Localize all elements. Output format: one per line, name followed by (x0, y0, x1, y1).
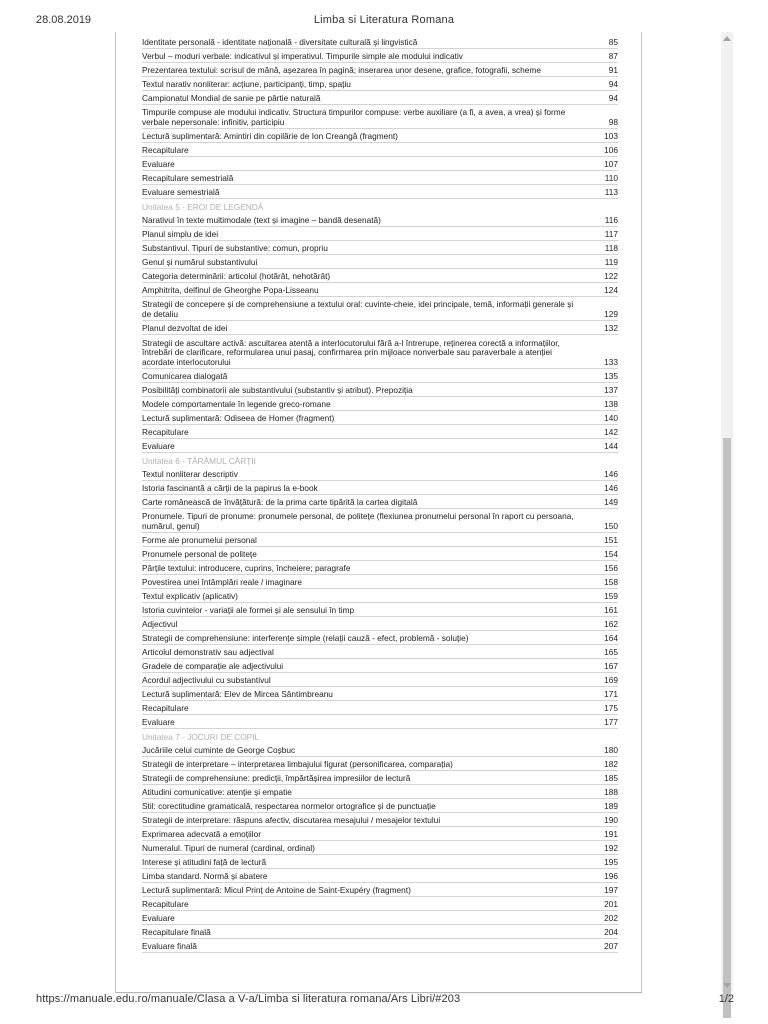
toc-page-number: 204 (604, 926, 618, 937)
toc-page-number: 202 (604, 912, 618, 923)
toc-page-number: 87 (608, 50, 618, 61)
toc-entry-title: Narativul în texte multimodale (text și imagine – bandă desenată) (142, 214, 381, 225)
toc-entry-title: Evaluare semestrială (142, 186, 220, 197)
toc-entry-title: Posibilități combinatorii ale substantivului (substantiv și atribut). Prepoziția (142, 384, 413, 395)
print-date: 28.08.2019 (36, 14, 92, 26)
toc-row (142, 143, 618, 157)
toc-row (142, 255, 618, 269)
toc-page-number: 169 (604, 674, 618, 685)
toc-entry-title: Articolul demonstrativ sau adjectival (142, 646, 274, 657)
toc-row (142, 467, 618, 481)
toc-entry-title: Comunicarea dialogată (142, 370, 228, 381)
toc-row (142, 561, 618, 575)
toc-page-number: 162 (604, 618, 618, 629)
toc-page-number: 154 (604, 548, 618, 559)
toc-page-number: 161 (604, 604, 618, 615)
unit-title: Unitatea 6 - TĂRÂMUL CĂRȚII (142, 455, 256, 466)
toc-row (142, 269, 618, 283)
toc-entry-title: Verbul – moduri verbale: indicativul și imperativul. Timpurile simple ale modului indicativ (142, 50, 463, 61)
toc-row (142, 813, 618, 827)
toc-row (142, 335, 618, 369)
toc-page-number: 195 (604, 856, 618, 867)
toc-entry-title: Limba standard. Normă și abatere (142, 870, 268, 881)
toc-entry-title: Lectură suplimentară: Amintiri din copilărie de Ion Creangă (fragment) (142, 130, 398, 141)
toc-row (142, 841, 618, 855)
toc-entry-title: Evaluare finală (142, 940, 197, 951)
toc-entry-title: Stil: corectitudine gramaticală, respectarea normelor ortografice și de punctuație (142, 800, 436, 811)
toc-page-number: 159 (604, 590, 618, 601)
page-url: https://manuale.edu.ro/manuale/Clasa a V-a/Limba si literatura romana/Ars Libri/#203 (36, 993, 461, 1005)
print-header (0, 14, 768, 30)
toc-entry-title: Numeralul. Tipuri de numeral (cardinal, ordinal) (142, 842, 315, 853)
toc-row (142, 547, 618, 561)
toc-row (142, 701, 618, 715)
toc-page-number: 98 (608, 116, 618, 127)
toc-row (142, 911, 618, 925)
toc-page-number: 175 (604, 702, 618, 713)
toc-entry-title: Campionatul Mondial de sanie pe pârtie naturală (142, 92, 321, 103)
toc-entry-title: Lectură suplimentară: Odiseea de Homer (fragment) (142, 412, 335, 423)
toc-row (142, 855, 618, 869)
toc-entry-title: Pronumele personal de politețe (142, 548, 257, 559)
toc-row (142, 673, 618, 687)
toc-row (142, 35, 618, 49)
pdf-page-viewer[interactable] (115, 32, 642, 993)
toc-row (142, 799, 618, 813)
toc-row (142, 687, 618, 701)
toc-entry-title: Istoria cuvintelor - variații ale formei și ale sensului în timp (142, 604, 355, 615)
toc-page-number: 122 (604, 270, 618, 281)
toc-page-number: 91 (608, 64, 618, 75)
toc-row (142, 743, 618, 757)
table-of-contents (142, 35, 618, 953)
print-footer (0, 993, 768, 1009)
toc-entry-title: Amphitrita, delfinul de Gheorghe Popa-Lisseanu (142, 284, 319, 295)
toc-entry-title: Strategii de ascultare activă: ascultarea atentă a interlocutorului fără a-l întrerupe, reținerea corectă a informațiilor, întrebări de clarificare, reformularea unui pasaj, confirmarea prin mijloace nonverbale sau paraverbale a atenției acordate interlocutorului (142, 337, 560, 367)
toc-page-number: 191 (604, 828, 618, 839)
page-counter: 1/2 (718, 993, 734, 1005)
toc-entry-title: Identitate personală - identitate națională - diversitate culturală și lingvistică (142, 36, 418, 47)
toc-row (142, 157, 618, 171)
toc-page-number: 201 (604, 898, 618, 909)
toc-row (142, 603, 618, 617)
toc-entry-title: Recapitulare (142, 702, 189, 713)
toc-row (142, 589, 618, 603)
toc-page-number: 103 (604, 130, 618, 141)
toc-row (142, 869, 618, 883)
toc-row (142, 883, 618, 897)
unit-title: Unitatea 5 - EROI DE LEGENDĂ (142, 201, 264, 212)
toc-entry-title: Istoria fascinantă a cărții de la papirus la e-book (142, 482, 318, 493)
toc-page-number: 107 (604, 158, 618, 169)
toc-row (142, 129, 618, 143)
toc-page-number: 138 (604, 398, 618, 409)
toc-page-number: 190 (604, 814, 618, 825)
toc-entry-title: Textul nonliterar descriptiv (142, 468, 238, 479)
toc-row (142, 213, 618, 227)
toc-entry-title: Recapitulare (142, 898, 189, 909)
toc-page-number: 146 (604, 482, 618, 493)
toc-page-number: 110 (604, 172, 618, 183)
toc-row (142, 171, 618, 185)
toc-entry-title: Strategii de concepere și de comprehensiune a textului oral: cuvinte-cheie, idei principale, temă, informații generale și de detaliu (142, 299, 574, 319)
toc-row (142, 617, 618, 631)
toc-row (142, 397, 618, 411)
toc-row (142, 533, 618, 547)
toc-entry-title: Recapitulare (142, 426, 189, 437)
toc-row (142, 631, 618, 645)
toc-entry-title: Pronumele. Tipuri de pronume: pronumele personal, de politețe (flexiunea pronumelui personal în raport cu persoana, numărul, genul) (142, 511, 574, 531)
toc-row (142, 227, 618, 241)
toc-page-number: 142 (604, 426, 618, 437)
toc-page-number: 140 (604, 412, 618, 423)
unit-title: Unitatea 7 - JOCURI DE COPIL (142, 731, 260, 742)
toc-entry-title: Acordul adjectivului cu substantivul (142, 674, 271, 685)
toc-row (142, 63, 618, 77)
toc-page-number: 196 (604, 870, 618, 881)
toc-row (142, 91, 618, 105)
toc-entry-title: Evaluare (142, 158, 175, 169)
toc-entry-title: Timpurile compuse ale modului indicativ. Structura timpurilor compuse: verbe auxiliare (a fi, a avea, a vrea) și forme verbale nepersonale: infinitiv, participiu (142, 107, 566, 127)
toc-entry-title: Modele comportamentale în legende greco-romane (142, 398, 331, 409)
toc-row (142, 321, 618, 335)
toc-row (142, 715, 618, 729)
toc-page-number: 185 (604, 772, 618, 783)
unit-heading (142, 729, 618, 743)
toc-row (142, 575, 618, 589)
toc-row (142, 757, 618, 771)
toc-entry-title: Strategii de comprehensiune: predicții, împărtășirea impresiilor de lectură (142, 772, 411, 783)
toc-page-number: 171 (604, 688, 618, 699)
toc-row (142, 785, 618, 799)
toc-row (142, 495, 618, 509)
toc-row (142, 297, 618, 321)
toc-entry-title: Adjectivul (142, 618, 178, 629)
toc-row (142, 383, 618, 397)
toc-page-number: 182 (604, 758, 618, 769)
toc-entry-title: Lectură suplimentară: Elev de Mircea Sântimbreanu (142, 688, 333, 699)
toc-page-number: 124 (604, 284, 618, 295)
scroll-down-arrow-icon[interactable] (723, 983, 731, 988)
toc-row (142, 411, 618, 425)
toc-entry-title: Exprimarea adecvată a emoțiilor (142, 828, 261, 839)
toc-page-number: 94 (608, 92, 618, 103)
toc-entry-title: Categoria determinării: articolul (hotărât, nehotărât) (142, 270, 331, 281)
toc-row (142, 939, 618, 953)
document-title: Limba si Literatura Romana (313, 14, 455, 26)
toc-page-number: 188 (604, 786, 618, 797)
toc-entry-title: Gradele de comparație ale adjectivului (142, 660, 284, 671)
toc-entry-title: Lectură suplimentară: Micul Prinț de Antoine de Saint-Exupéry (fragment) (142, 884, 411, 895)
toc-row (142, 185, 618, 199)
toc-entry-title: Prezentarea textului: scrisul de mână, așezarea în pagină; inserarea unor desene, grafice, fotografii, scheme (142, 64, 541, 75)
scrollbar-thumb[interactable] (723, 438, 731, 1018)
toc-row (142, 481, 618, 495)
toc-page-number: 113 (604, 186, 618, 197)
toc-row (142, 425, 618, 439)
toc-page-number: 135 (604, 370, 618, 381)
toc-entry-title: Substantivul. Tipuri de substantive: comun, propriu (142, 242, 328, 253)
toc-row (142, 105, 618, 129)
toc-row (142, 369, 618, 383)
toc-row (142, 897, 618, 911)
toc-page-number: 146 (604, 468, 618, 479)
toc-entry-title: Genul și numărul substantivului (142, 256, 258, 267)
toc-page-number: 144 (604, 440, 618, 451)
toc-entry-title: Planul simplu de idei (142, 228, 219, 239)
toc-entry-title: Jucăriile celui cuminte de George Coșbuc (142, 744, 296, 755)
toc-entry-title: Evaluare (142, 716, 175, 727)
toc-page-number: 85 (608, 36, 618, 47)
toc-entry-title: Textul explicativ (aplicativ) (142, 590, 238, 601)
toc-page-number: 180 (604, 744, 618, 755)
toc-page-number: 116 (604, 214, 618, 225)
unit-heading (142, 453, 618, 467)
toc-page-number: 119 (604, 256, 618, 267)
toc-page-number: 192 (604, 842, 618, 853)
unit-heading (142, 199, 618, 213)
toc-entry-title: Evaluare (142, 912, 175, 923)
toc-page-number: 133 (604, 356, 618, 367)
toc-page-number: 197 (604, 884, 618, 895)
toc-row (142, 283, 618, 297)
toc-page-number: 177 (604, 716, 618, 727)
toc-page-number: 165 (604, 646, 618, 657)
toc-row (142, 925, 618, 939)
toc-page-number: 158 (604, 576, 618, 587)
toc-entry-title: Planul dezvoltat de idei (142, 322, 228, 333)
toc-page-number: 137 (604, 384, 618, 395)
toc-entry-title: Evaluare (142, 440, 175, 451)
toc-page-number: 207 (604, 940, 618, 951)
toc-entry-title: Povestirea unei întâmplări reale / imaginare (142, 576, 303, 587)
toc-page-number: 118 (604, 242, 618, 253)
toc-page-number: 164 (604, 632, 618, 643)
toc-page-number: 150 (604, 520, 618, 531)
vertical-scrollbar[interactable] (721, 32, 733, 992)
toc-page-number: 129 (604, 308, 618, 319)
toc-row (142, 49, 618, 63)
toc-row (142, 439, 618, 453)
toc-page-number: 167 (604, 660, 618, 671)
toc-entry-title: Forme ale pronumelui personal (142, 534, 257, 545)
toc-entry-title: Textul narativ nonliterar: acțiune, participanți, timp, spațiu (142, 78, 351, 89)
toc-page-number: 189 (604, 800, 618, 811)
toc-entry-title: Recapitulare finală (142, 926, 211, 937)
toc-row (142, 645, 618, 659)
toc-entry-title: Recapitulare (142, 144, 189, 155)
toc-page-number: 117 (604, 228, 618, 239)
toc-page-number: 132 (604, 322, 618, 333)
toc-row (142, 77, 618, 91)
scroll-up-arrow-icon[interactable] (723, 36, 731, 41)
toc-row (142, 241, 618, 255)
toc-row (142, 659, 618, 673)
toc-entry-title: Strategii de interpretare – interpretarea limbajului figurat (personificarea, comparația) (142, 758, 453, 769)
toc-page-number: 94 (608, 78, 618, 89)
toc-entry-title: Atitudini comunicative: atenție și empatie (142, 786, 292, 797)
toc-entry-title: Carte românească de învățătură: de la prima carte tipărită la cartea digitală (142, 496, 418, 507)
toc-page-number: 156 (604, 562, 618, 573)
toc-entry-title: Strategii de comprehensiune: interferențe simple (relații cauză - efect, problemă - soluție) (142, 632, 469, 643)
toc-row (142, 827, 618, 841)
toc-row (142, 771, 618, 785)
toc-page-number: 151 (604, 534, 618, 545)
toc-row (142, 509, 618, 533)
toc-page-number: 149 (604, 496, 618, 507)
toc-entry-title: Interese și atitudini față de lectură (142, 856, 267, 867)
toc-entry-title: Strategii de interpretare: răspuns afectiv, discutarea mesajului / mesajelor textului (142, 814, 441, 825)
toc-entry-title: Recapitulare semestrială (142, 172, 234, 183)
toc-entry-title: Părțile textului: introducere, cuprins, încheiere; paragrafe (142, 562, 351, 573)
toc-page-number: 106 (604, 144, 618, 155)
